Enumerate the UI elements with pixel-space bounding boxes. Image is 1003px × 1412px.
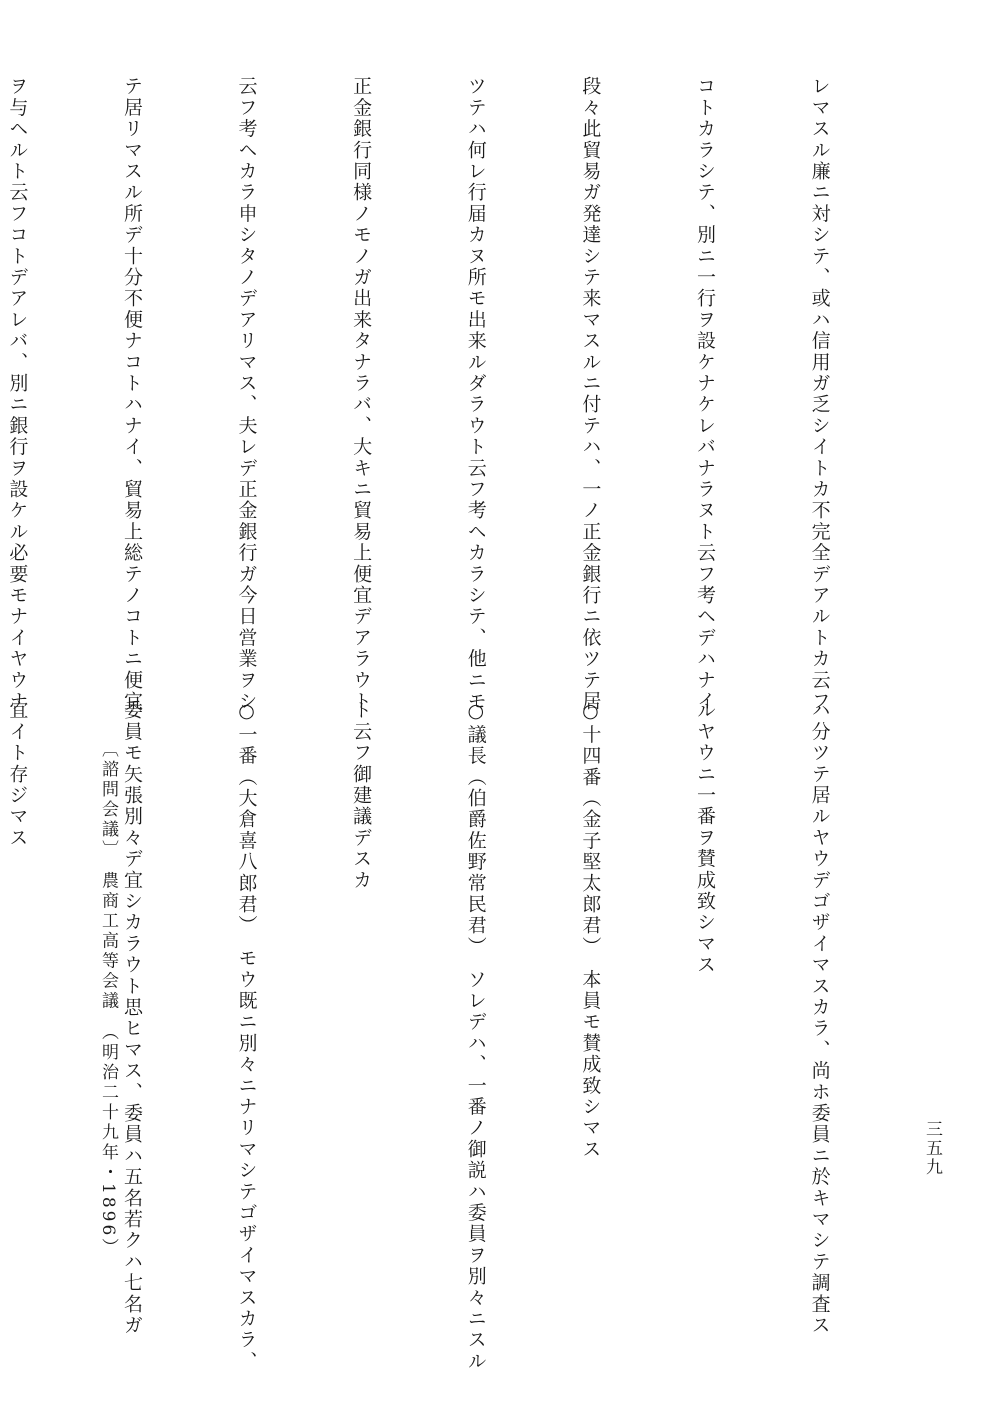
- text-line: ○一番（大倉喜八郎君） モウ既ニ別々ニナリマシテゴザイマスカラ、: [235, 700, 258, 1372]
- text-line: 云フ考ヘカラ申シタノデアリマス、夫レデ正金銀行ガ今日営業ヲシ: [235, 76, 258, 712]
- page-number: 三五九: [922, 1120, 942, 1177]
- text-block-top: [6, 76, 915, 712]
- text-line: ルヤウニ一番ヲ賛成致シマス: [693, 700, 716, 976]
- text-line: ○議長（伯爵佐野常民君） ソレデハ、一番ノ御説ハ委員ヲ別々ニスル: [464, 700, 487, 1372]
- text-line: レマスル廉ニ対シテ、或ハ信用ガ乏シイトカ不完全デアルトカ云フ: [808, 76, 831, 712]
- text-line: ○十四番（金子堅太郎君） 本員モ賛成致シマス: [579, 700, 602, 1160]
- text-line: 段々此貿易ガ発達シテ来マスルニ付テハ、一ノ正金銀行ニ依ツテ居: [579, 76, 602, 712]
- text-line: テ居リマスル所デ十分不便ナコトハナイ、貿易上総テノコトニ便宜: [120, 76, 143, 712]
- text-line: 宜イト存ジマス: [6, 700, 29, 849]
- text-line: ハ分ツテ居ルヤウデゴザイマスカラ、尚ホ委員ニ於キマシテ調査ス: [808, 700, 831, 1336]
- text-line: ト云フ御建議デスカ: [350, 700, 373, 891]
- text-line: コトカラシテ、別ニ一行ヲ設ケナケレバナラヌト云フ考ヘデハナイ: [693, 76, 716, 712]
- running-head: 〔諮問会議〕 農商工高等会議 （明治二十九年・1896）: [98, 740, 118, 1259]
- text-line: ヲ与ヘルト云フコトデアレバ、別ニ銀行ヲ設ケル必要モナイヤウナ: [6, 76, 29, 712]
- text-line: ツテハ何レ行届カヌ所モ出来ルダラウト云フ考ヘカラシテ、他ニモ: [464, 76, 487, 712]
- text-line: 委員モ矢張別々デ宜シカラウト思ヒマス、委員ハ五名若クハ七名ガ: [120, 700, 143, 1336]
- text-block-bottom: [6, 700, 915, 1372]
- text-line: 正金銀行同様ノモノガ出来タナラバ、大キニ貿易上便宜デアラウト: [350, 76, 373, 712]
